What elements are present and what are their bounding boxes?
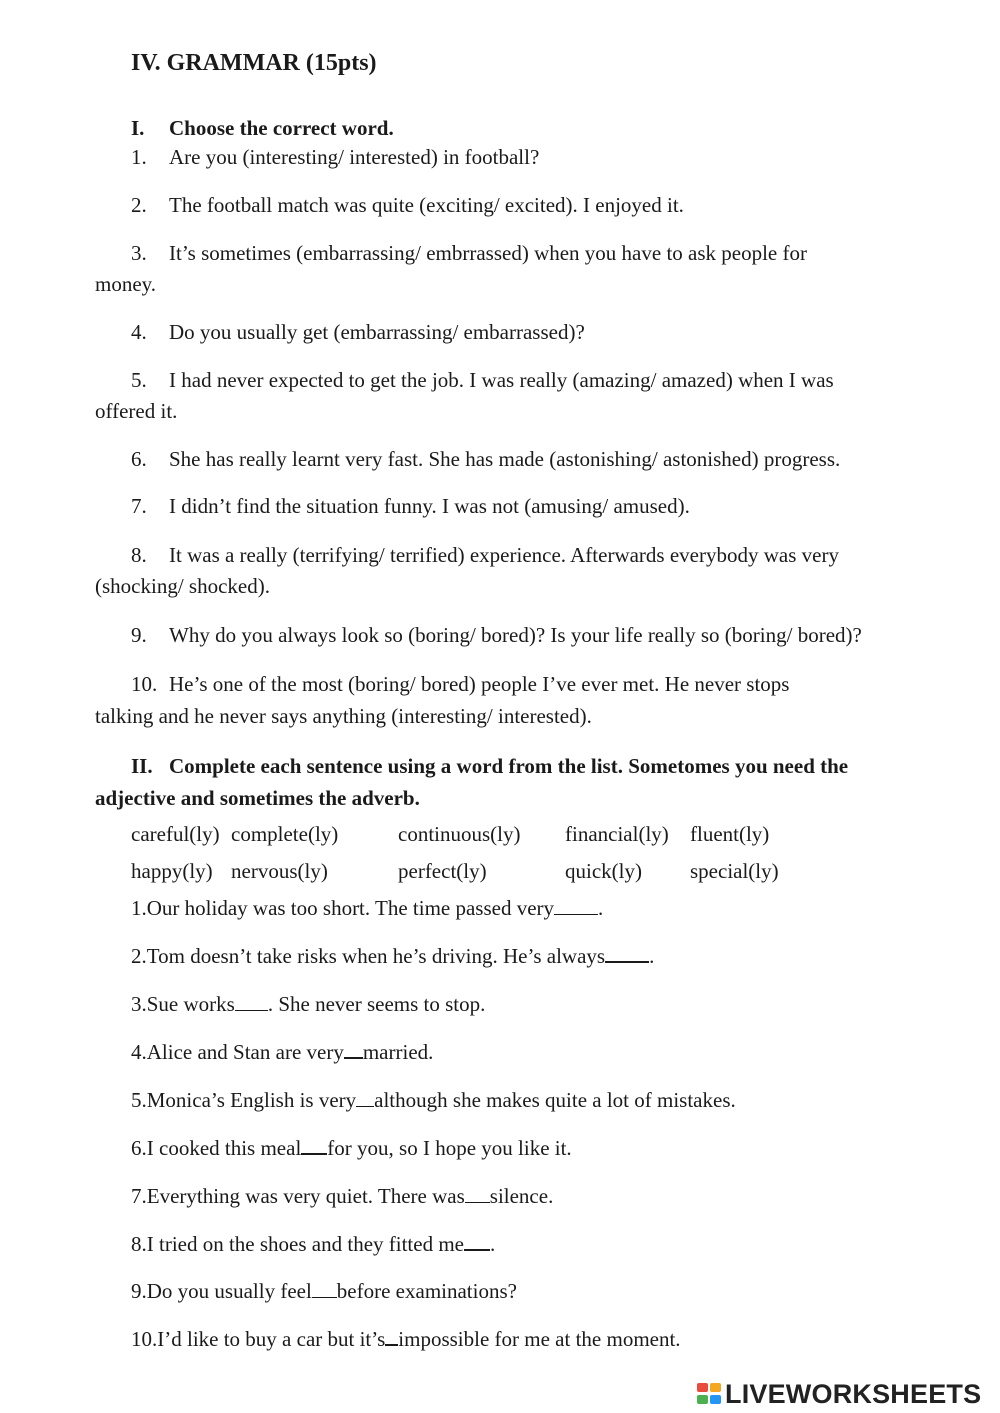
s2-item-4: [131, 1040, 433, 1065]
section-1-number: I.: [131, 116, 145, 140]
item-number: 8.: [131, 543, 147, 567]
word-option: special(ly): [690, 859, 779, 883]
s2-item-7: [131, 1184, 553, 1209]
word-option: careful(ly): [131, 822, 220, 846]
section-2-number: II.: [131, 754, 153, 778]
liveworksheets-logo-icon: [695, 1379, 723, 1409]
item-text-after: impossible for me at the moment.: [398, 1327, 681, 1351]
item-text: It’s sometimes (embarrassing/ embrrassed) when you have to ask people for: [169, 241, 807, 265]
item-text-before: 6.I cooked this meal: [131, 1136, 302, 1160]
item-text-after: .: [598, 896, 604, 920]
item-text-after: for you, so I hope you like it.: [327, 1136, 572, 1160]
s2-item-10: [131, 1327, 681, 1352]
s1-item-1: [131, 145, 539, 170]
item-text-before: 8.I tried on the shoes and they fitted me: [131, 1232, 464, 1256]
answer-blank[interactable]: [312, 1281, 337, 1298]
item-number: 4.: [131, 320, 147, 344]
s1-item-7: [131, 494, 690, 519]
item-number: 6.: [131, 447, 147, 471]
word-option: complete(ly): [231, 822, 339, 846]
s2-item-6: [131, 1136, 572, 1161]
s1-item-6: [131, 447, 840, 472]
item-text-after: silence.: [489, 1184, 554, 1208]
logo-square: [697, 1383, 708, 1392]
section-1-heading: [131, 116, 394, 141]
item-text-before: 3.Sue works: [131, 992, 235, 1016]
section-2-title-cont: adjective and sometimes the adverb.: [95, 786, 420, 810]
s2-item-9: [131, 1279, 517, 1304]
item-text: I didn’t find the situation funny. I was not (amusing/ amused).: [169, 494, 690, 518]
word-option: financial(ly): [565, 822, 669, 846]
item-text: Do you usually get (embarrassing/ embarrassed)?: [169, 320, 585, 344]
answer-blank[interactable]: [344, 1041, 363, 1059]
answer-blank[interactable]: [301, 1137, 327, 1155]
liveworksheets-logo-text: LIVEWORKSHEETS: [725, 1378, 982, 1409]
item-text: Why do you always look so (boring/ bored)? Is your life really so (boring/ bored)?: [169, 623, 862, 647]
logo-square: [710, 1383, 721, 1392]
s1-item-10-cont: talking and he never says anything (interesting/ interested).: [95, 704, 592, 728]
s2-item-2: [131, 944, 654, 969]
answer-blank[interactable]: [385, 1328, 398, 1346]
item-text-after: married.: [362, 1040, 434, 1064]
s2-item-1: [131, 896, 603, 921]
item-text-after: .: [649, 944, 655, 968]
section-1-title: Choose the correct word.: [169, 116, 394, 140]
item-text-before: 2.Tom doesn’t take risks when he’s driving. He’s always: [131, 944, 606, 968]
s1-item-8-cont: (shocking/ shocked).: [95, 574, 270, 598]
item-text-before: 5.Monica’s English is very: [131, 1088, 357, 1112]
item-text: He’s one of the most (boring/ bored) people I’ve ever met. He never stops: [169, 672, 790, 696]
item-number: 3.: [131, 241, 147, 265]
item-number: 5.: [131, 368, 147, 392]
item-text: It was a really (terrifying/ terrified) experience. Afterwards everybody was very: [169, 543, 839, 567]
item-text-before: 7.Everything was very quiet. There was: [131, 1184, 465, 1208]
answer-blank[interactable]: [465, 1186, 490, 1203]
item-text-before: 1.Our holiday was too short. The time passed very: [131, 896, 555, 920]
item-text-after: . She never seems to stop.: [267, 992, 486, 1016]
item-number: 9.: [131, 623, 147, 647]
item-number: 7.: [131, 494, 147, 518]
s1-item-8: [131, 543, 839, 568]
answer-blank[interactable]: [356, 1090, 374, 1107]
item-text-after: .: [490, 1232, 496, 1256]
s1-item-4: [131, 320, 585, 345]
item-number: 1.: [131, 145, 147, 169]
item-text-before: 4.Alice and Stan are very: [131, 1040, 344, 1064]
s1-item-9: [131, 623, 862, 648]
word-option: perfect(ly): [398, 859, 487, 883]
item-number: 10.: [131, 672, 158, 696]
s1-item-3: [131, 241, 807, 266]
s1-item-5: [131, 368, 834, 393]
s2-item-8: [131, 1232, 495, 1257]
answer-blank[interactable]: [605, 945, 649, 963]
section-2-heading: [131, 754, 848, 779]
item-text-before: 9.Do you usually feel: [131, 1279, 312, 1303]
s1-item-2: [131, 193, 684, 218]
item-text: Are you (interesting/ interested) in football?: [169, 145, 540, 169]
word-option: nervous(ly): [231, 859, 328, 883]
item-text: She has really learnt very fast. She has made (astonishing/ astonished) progress.: [169, 447, 841, 471]
word-option: continuous(ly): [398, 822, 521, 846]
s1-item-3-cont: money.: [95, 272, 157, 296]
s2-item-3: [131, 992, 485, 1017]
s1-item-5-cont: offered it.: [95, 399, 178, 423]
section-2-title: Complete each sentence using a word from the list. Sometomes you need the: [169, 754, 849, 778]
item-text-after: before examinations?: [336, 1279, 517, 1303]
item-text-after: although she makes quite a lot of mistakes.: [374, 1088, 736, 1112]
item-text: The football match was quite (exciting/ excited). I enjoyed it.: [169, 193, 684, 217]
item-number: 2.: [131, 193, 147, 217]
logo-square: [697, 1395, 708, 1404]
answer-blank[interactable]: [464, 1233, 490, 1251]
answer-blank[interactable]: [235, 994, 268, 1011]
item-text-before: 10.I’d like to buy a car but it’s: [131, 1327, 386, 1351]
s1-item-10: [131, 672, 789, 697]
word-option: happy(ly): [131, 859, 213, 883]
logo-square: [710, 1395, 721, 1404]
page-heading: IV. GRAMMAR (15pts): [131, 50, 377, 76]
liveworksheets-logo: [695, 1376, 981, 1412]
word-option: quick(ly): [565, 859, 642, 883]
word-option: fluent(ly): [690, 822, 770, 846]
s2-item-5: [131, 1088, 736, 1113]
item-text: I had never expected to get the job. I was really (amazing/ amazed) when I was: [169, 368, 834, 392]
answer-blank[interactable]: [554, 898, 598, 915]
